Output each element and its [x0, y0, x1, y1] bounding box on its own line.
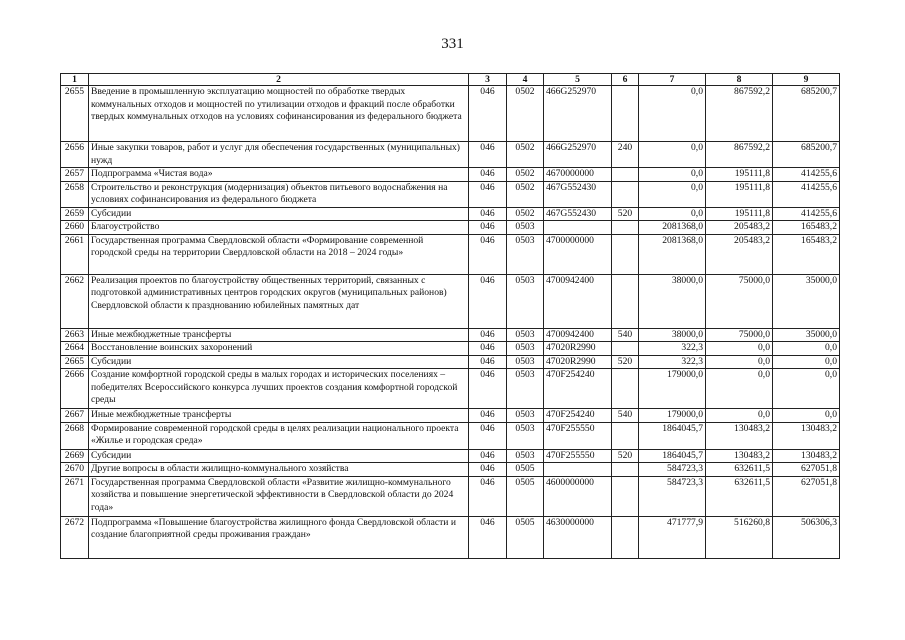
target-article-cell: 4600000000 — [544, 476, 612, 516]
amount-col8-cell: 0,0 — [706, 369, 773, 409]
amount-col8-cell: 867592,2 — [706, 86, 773, 142]
section-code-cell: 0503 — [507, 355, 544, 369]
table-row — [61, 516, 840, 558]
header-row — [61, 74, 840, 86]
row-number-cell: 2669 — [61, 449, 89, 463]
expense-type-cell — [612, 221, 639, 235]
row-name-cell: Создание комфортной городской среды в малых городах и исторических поселениях – победителях Всероссийского конкурса лучших проектов создания комфортной городской среды — [89, 369, 469, 409]
row-name-cell: Иные закупки товаров, работ и услуг для обеспечения государственных (муниципальных) нужд — [89, 142, 469, 168]
amount-col9-cell: 414255,6 — [773, 181, 840, 207]
ministry-code-cell: 046 — [469, 409, 507, 423]
row-number-cell: 2671 — [61, 476, 89, 516]
target-article-cell: 470F255550 — [544, 449, 612, 463]
section-code-cell: 0503 — [507, 328, 544, 342]
row-number-cell: 2659 — [61, 207, 89, 221]
row-number-cell: 2665 — [61, 355, 89, 369]
ministry-code-cell: 046 — [469, 369, 507, 409]
table-row — [61, 422, 840, 449]
ministry-code-cell: 046 — [469, 342, 507, 356]
target-article-cell: 470F254240 — [544, 369, 612, 409]
ministry-code-cell: 046 — [469, 221, 507, 235]
row-number-cell: 2670 — [61, 463, 89, 477]
table-row — [61, 342, 840, 356]
target-article-cell: 47020R2990 — [544, 342, 612, 356]
ministry-code-cell: 046 — [469, 207, 507, 221]
amount-col9-cell: 685200,7 — [773, 86, 840, 142]
section-code-cell: 0505 — [507, 516, 544, 558]
expense-type-cell — [612, 516, 639, 558]
amount-col7-cell: 0,0 — [639, 168, 706, 182]
amount-col8-cell: 195111,8 — [706, 168, 773, 182]
expense-type-cell — [612, 234, 639, 274]
expense-type-cell — [612, 463, 639, 477]
row-number-cell: 2658 — [61, 181, 89, 207]
section-code-cell: 0503 — [507, 274, 544, 328]
table-row — [61, 463, 840, 477]
ministry-code-cell: 046 — [469, 168, 507, 182]
section-code-cell: 0503 — [507, 369, 544, 409]
amount-col8-cell: 632611,5 — [706, 463, 773, 477]
amount-col9-cell: 506306,3 — [773, 516, 840, 558]
amount-col7-cell: 0,0 — [639, 142, 706, 168]
expense-type-cell — [612, 274, 639, 328]
table-row — [61, 274, 840, 328]
amount-col8-cell: 75000,0 — [706, 274, 773, 328]
expense-type-cell — [612, 369, 639, 409]
ministry-code-cell: 046 — [469, 86, 507, 142]
target-article-cell: 4630000000 — [544, 516, 612, 558]
ministry-code-cell: 046 — [469, 328, 507, 342]
table-row — [61, 221, 840, 235]
section-code-cell: 0503 — [507, 422, 544, 449]
amount-col8-cell: 0,0 — [706, 409, 773, 423]
amount-col7-cell: 179000,0 — [639, 369, 706, 409]
row-number-cell: 2664 — [61, 342, 89, 356]
section-code-cell: 0502 — [507, 168, 544, 182]
amount-col7-cell: 1864045,7 — [639, 449, 706, 463]
expense-type-cell: 520 — [612, 355, 639, 369]
target-article-cell: 4700000000 — [544, 234, 612, 274]
section-code-cell: 0502 — [507, 181, 544, 207]
budget-table — [60, 73, 840, 559]
amount-col8-cell: 195111,8 — [706, 207, 773, 221]
amount-col7-cell: 0,0 — [639, 181, 706, 207]
page-number: 331 — [441, 36, 464, 52]
table-row — [61, 234, 840, 274]
row-number-cell: 2667 — [61, 409, 89, 423]
amount-col8-cell: 130483,2 — [706, 449, 773, 463]
amount-col9-cell: 414255,6 — [773, 168, 840, 182]
ministry-code-cell: 046 — [469, 463, 507, 477]
amount-col8-cell: 516260,8 — [706, 516, 773, 558]
amount-col9-cell: 35000,0 — [773, 274, 840, 328]
row-name-cell: Иные межбюджетные трансферты — [89, 409, 469, 423]
amount-col9-cell: 0,0 — [773, 342, 840, 356]
target-article-cell: 47020R2990 — [544, 355, 612, 369]
ministry-code-cell: 046 — [469, 234, 507, 274]
table-row — [61, 328, 840, 342]
row-number-cell: 2661 — [61, 234, 89, 274]
amount-col9-cell: 165483,2 — [773, 221, 840, 235]
column-header: 1 — [61, 74, 89, 86]
row-name-cell: Строительство и реконструкция (модернизация) объектов питьевого водоснабжения на условиях софинансирования из федерального бюджета — [89, 181, 469, 207]
row-number-cell: 2663 — [61, 328, 89, 342]
amount-col7-cell: 2081368,0 — [639, 234, 706, 274]
row-name-cell: Благоустройство — [89, 221, 469, 235]
column-header: 5 — [544, 74, 612, 86]
amount-col9-cell: 685200,7 — [773, 142, 840, 168]
row-number-cell: 2666 — [61, 369, 89, 409]
row-name-cell: Подпрограмма «Повышение благоустройства жилищного фонда Свердловской области и создание благоприятной среды проживания граждан» — [89, 516, 469, 558]
row-name-cell: Субсидии — [89, 355, 469, 369]
ministry-code-cell: 046 — [469, 355, 507, 369]
amount-col7-cell: 584723,3 — [639, 476, 706, 516]
column-header: 9 — [773, 74, 840, 86]
amount-col7-cell: 1864045,7 — [639, 422, 706, 449]
expense-type-cell — [612, 476, 639, 516]
row-number-cell: 2668 — [61, 422, 89, 449]
amount-col9-cell: 414255,6 — [773, 207, 840, 221]
ministry-code-cell: 046 — [469, 274, 507, 328]
target-article-cell: 466G252970 — [544, 86, 612, 142]
section-code-cell: 0503 — [507, 342, 544, 356]
row-name-cell: Государственная программа Свердловской области «Формирование современной городской среды на территории Свердловской области на 2018 – 2024 годы» — [89, 234, 469, 274]
amount-col7-cell: 2081368,0 — [639, 221, 706, 235]
expense-type-cell — [612, 422, 639, 449]
amount-col7-cell: 322,3 — [639, 342, 706, 356]
table-row — [61, 369, 840, 409]
target-article-cell: 467G552430 — [544, 207, 612, 221]
amount-col7-cell: 0,0 — [639, 207, 706, 221]
expense-type-cell: 540 — [612, 409, 639, 423]
row-name-cell: Формирование современной городской среды в целях реализации национального проекта «Жилье и городская среда» — [89, 422, 469, 449]
table-row — [61, 476, 840, 516]
column-header: 2 — [89, 74, 469, 86]
row-name-cell: Государственная программа Свердловской области «Развитие жилищно-коммунального хозяйства и повышение энергетической эффективности в Свердловской области до 2024 года» — [89, 476, 469, 516]
row-number-cell: 2660 — [61, 221, 89, 235]
section-code-cell: 0503 — [507, 449, 544, 463]
amount-col9-cell: 165483,2 — [773, 234, 840, 274]
section-code-cell: 0502 — [507, 207, 544, 221]
amount-col8-cell: 130483,2 — [706, 422, 773, 449]
expense-type-cell: 540 — [612, 328, 639, 342]
row-name-cell: Иные межбюджетные трансферты — [89, 328, 469, 342]
target-article-cell — [544, 463, 612, 477]
row-name-cell: Другие вопросы в области жилищно-коммунального хозяйства — [89, 463, 469, 477]
target-article-cell: 4700942400 — [544, 274, 612, 328]
amount-col8-cell: 867592,2 — [706, 142, 773, 168]
row-name-cell: Введение в промышленную эксплуатацию мощностей по обработке твердых коммунальных отходов и мощностей по утилизации отходов и фракций после обработки твердых коммунальных отходов на условиях софинансирования из федерального бюджета — [89, 86, 469, 142]
amount-col7-cell: 471777,9 — [639, 516, 706, 558]
row-number-cell: 2657 — [61, 168, 89, 182]
amount-col7-cell: 38000,0 — [639, 274, 706, 328]
expense-type-cell — [612, 342, 639, 356]
table-row — [61, 409, 840, 423]
section-code-cell: 0505 — [507, 463, 544, 477]
amount-col9-cell: 130483,2 — [773, 422, 840, 449]
column-header: 6 — [612, 74, 639, 86]
section-code-cell: 0503 — [507, 234, 544, 274]
table-row — [61, 449, 840, 463]
ministry-code-cell: 046 — [469, 422, 507, 449]
section-code-cell: 0502 — [507, 142, 544, 168]
amount-col8-cell: 205483,2 — [706, 221, 773, 235]
table-row — [61, 355, 840, 369]
amount-col7-cell: 322,3 — [639, 355, 706, 369]
target-article-cell: 4670000000 — [544, 168, 612, 182]
table-row — [61, 142, 840, 168]
target-article-cell — [544, 221, 612, 235]
ministry-code-cell: 046 — [469, 516, 507, 558]
amount-col8-cell: 0,0 — [706, 355, 773, 369]
section-code-cell: 0502 — [507, 86, 544, 142]
section-code-cell: 0503 — [507, 221, 544, 235]
expense-type-cell — [612, 168, 639, 182]
row-name-cell: Субсидии — [89, 207, 469, 221]
column-header: 8 — [706, 74, 773, 86]
amount-col9-cell: 0,0 — [773, 369, 840, 409]
column-header: 3 — [469, 74, 507, 86]
table-row — [61, 181, 840, 207]
table-row — [61, 207, 840, 221]
amount-col7-cell: 584723,3 — [639, 463, 706, 477]
amount-col9-cell: 627051,8 — [773, 463, 840, 477]
amount-col7-cell: 38000,0 — [639, 328, 706, 342]
ministry-code-cell: 046 — [469, 181, 507, 207]
row-name-cell: Реализация проектов по благоустройству общественных территорий, связанных с подготовкой административных центров городских округов (муниципальных районов) Свердловской области к празднованию юбилейных памятных дат — [89, 274, 469, 328]
table-row — [61, 168, 840, 182]
row-number-cell: 2662 — [61, 274, 89, 328]
amount-col8-cell: 195111,8 — [706, 181, 773, 207]
row-name-cell: Восстановление воинских захоронений — [89, 342, 469, 356]
expense-type-cell — [612, 181, 639, 207]
ministry-code-cell: 046 — [469, 476, 507, 516]
amount-col7-cell: 0,0 — [639, 86, 706, 142]
target-article-cell: 470F254240 — [544, 409, 612, 423]
expense-type-cell: 520 — [612, 207, 639, 221]
table-row — [61, 86, 840, 142]
amount-col8-cell: 75000,0 — [706, 328, 773, 342]
ministry-code-cell: 046 — [469, 449, 507, 463]
section-code-cell: 0503 — [507, 409, 544, 423]
row-name-cell: Субсидии — [89, 449, 469, 463]
row-number-cell: 2656 — [61, 142, 89, 168]
column-header: 7 — [639, 74, 706, 86]
amount-col9-cell: 0,0 — [773, 409, 840, 423]
expense-type-cell: 240 — [612, 142, 639, 168]
row-name-cell: Подпрограмма «Чистая вода» — [89, 168, 469, 182]
table-header — [61, 74, 840, 86]
target-article-cell: 467G552430 — [544, 181, 612, 207]
amount-col9-cell: 35000,0 — [773, 328, 840, 342]
row-number-cell: 2672 — [61, 516, 89, 558]
amount-col8-cell: 0,0 — [706, 342, 773, 356]
table-body — [61, 86, 840, 559]
expense-type-cell — [612, 86, 639, 142]
target-article-cell: 4700942400 — [544, 328, 612, 342]
row-number-cell: 2655 — [61, 86, 89, 142]
target-article-cell: 470F255550 — [544, 422, 612, 449]
amount-col9-cell: 0,0 — [773, 355, 840, 369]
amount-col7-cell: 179000,0 — [639, 409, 706, 423]
amount-col9-cell: 130483,2 — [773, 449, 840, 463]
amount-col9-cell: 627051,8 — [773, 476, 840, 516]
amount-col8-cell: 632611,5 — [706, 476, 773, 516]
amount-col8-cell: 205483,2 — [706, 234, 773, 274]
ministry-code-cell: 046 — [469, 142, 507, 168]
section-code-cell: 0505 — [507, 476, 544, 516]
column-header: 4 — [507, 74, 544, 86]
expense-type-cell: 520 — [612, 449, 639, 463]
target-article-cell: 466G252970 — [544, 142, 612, 168]
